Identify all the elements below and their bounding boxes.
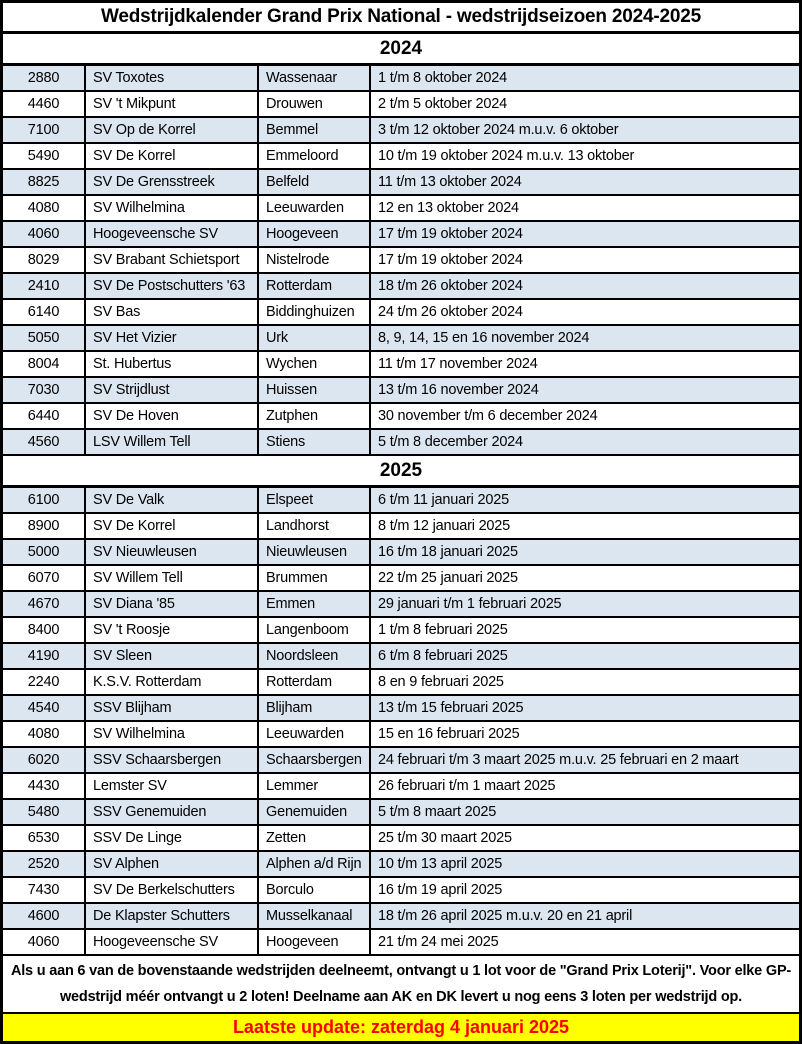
row-code: 5480 (3, 800, 86, 824)
table-row (3, 378, 799, 404)
row-place: Wassenaar (259, 66, 371, 90)
row-place: Alphen a/d Rijn (259, 852, 371, 876)
table-row (3, 566, 799, 592)
row-club: Hoogeveensche SV (86, 222, 259, 246)
row-code: 7100 (3, 118, 86, 142)
table-row (3, 748, 799, 774)
row-club: Lemster SV (86, 774, 259, 798)
row-place: Langenboom (259, 618, 371, 642)
row-dates: 1 t/m 8 oktober 2024 (378, 70, 507, 86)
table-row (3, 352, 799, 378)
row-club: SV Brabant Schietsport (86, 248, 259, 272)
row-club: SV Op de Korrel (86, 118, 259, 142)
row-club: K.S.V. Rotterdam (86, 670, 259, 694)
row-code: 6070 (3, 566, 86, 590)
table-row (3, 696, 799, 722)
row-dates: 1 t/m 8 februari 2025 (378, 622, 508, 638)
table-row (3, 800, 799, 826)
row-place: Schaarsbergen (259, 748, 371, 772)
row-place: Elspeet (259, 488, 371, 512)
row-code: 8825 (3, 170, 86, 194)
row-club: SV Diana '85 (86, 592, 259, 616)
table-row (3, 92, 799, 118)
row-dates: 17 t/m 19 oktober 2024 (378, 226, 523, 242)
row-place: Leeuwarden (259, 722, 371, 746)
row-club: SV Het Vizier (86, 326, 259, 350)
row-club: LSV Willem Tell (86, 430, 259, 454)
footnote-line-2: wedstrijd méér ontvangt u 2 loten! Deelname aan AK en DK levert u nog eens 3 loten per wedstrijd op. (59, 989, 743, 1005)
row-dates: 5 t/m 8 december 2024 (378, 434, 523, 450)
row-code: 6530 (3, 826, 86, 850)
row-place: Rotterdam (259, 670, 371, 694)
row-code: 6020 (3, 748, 86, 772)
table-row (3, 592, 799, 618)
table-row (3, 722, 799, 748)
table-row (3, 404, 799, 430)
row-dates: 18 t/m 26 april 2025 m.u.v. 20 en 21 april (378, 908, 633, 924)
row-club: SV Nieuwleusen (86, 540, 259, 564)
row-club: SSV Blijham (86, 696, 259, 720)
row-club: SV Strijdlust (86, 378, 259, 402)
row-dates: 21 t/m 24 mei 2025 (378, 934, 499, 950)
lottery-footnote (3, 956, 799, 1014)
row-club: SV De Berkelschutters (86, 878, 259, 902)
row-code: 4540 (3, 696, 86, 720)
section-year-header: 2025 (3, 456, 799, 488)
row-dates: 22 t/m 25 januari 2025 (378, 570, 518, 586)
year-section (3, 34, 799, 456)
section-year-header: 2024 (3, 34, 799, 66)
row-club: De Klapster Schutters (86, 904, 259, 928)
table-row (3, 170, 799, 196)
row-place: Belfeld (259, 170, 371, 194)
row-club: SV Wilhelmina (86, 722, 259, 746)
row-club: St. Hubertus (86, 352, 259, 376)
row-code: 4670 (3, 592, 86, 616)
last-update-bar: Laatste update: zaterdag 4 januari 2025 (3, 1014, 799, 1041)
row-dates: 12 en 13 oktober 2024 (378, 200, 519, 216)
table-row (3, 488, 799, 514)
table-row (3, 514, 799, 540)
row-dates: 10 t/m 19 oktober 2024 m.u.v. 13 oktober (378, 148, 635, 164)
row-dates: 10 t/m 13 april 2025 (378, 856, 503, 872)
row-code: 4080 (3, 722, 86, 746)
table-row (3, 540, 799, 566)
row-dates: 15 en 16 februari 2025 (378, 726, 520, 742)
row-code: 8900 (3, 514, 86, 538)
row-code: 4190 (3, 644, 86, 668)
row-place: Blijham (259, 696, 371, 720)
row-place: Zutphen (259, 404, 371, 428)
row-code: 4060 (3, 222, 86, 246)
row-place: Nieuwleusen (259, 540, 371, 564)
table-row (3, 644, 799, 670)
row-club: SV Willem Tell (86, 566, 259, 590)
table-row (3, 878, 799, 904)
footnote-line-1: Als u aan 6 van de bovenstaande wedstrijden deelneemt, ontvangt u 1 lot voor de "Grand Prix Loterij". Voor elke GP- (10, 962, 792, 979)
row-club: Hoogeveensche SV (86, 930, 259, 954)
row-dates: 24 februari t/m 3 maart 2025 m.u.v. 25 februari en 2 maart (378, 752, 739, 768)
row-place: Hoogeveen (259, 222, 371, 246)
table-row (3, 774, 799, 800)
row-dates: 8 t/m 12 januari 2025 (378, 518, 511, 534)
table-row (3, 326, 799, 352)
row-club: SV De Korrel (86, 514, 259, 538)
row-code: 2880 (3, 66, 86, 90)
table-row (3, 274, 799, 300)
row-code: 6100 (3, 488, 86, 512)
calendar-sections (3, 34, 799, 956)
row-code: 2240 (3, 670, 86, 694)
row-place: Musselkanaal (259, 904, 371, 928)
row-dates: 13 t/m 16 november 2024 (378, 382, 539, 398)
row-code: 6440 (3, 404, 86, 428)
row-dates: 24 t/m 26 oktober 2024 (378, 304, 523, 320)
row-code: 7030 (3, 378, 86, 402)
row-code: 8400 (3, 618, 86, 642)
row-place: Wychen (259, 352, 371, 376)
table-row (3, 826, 799, 852)
row-code: 5050 (3, 326, 86, 350)
row-dates: 5 t/m 8 maart 2025 (378, 804, 497, 820)
row-place: Lemmer (259, 774, 371, 798)
row-place: Emmeloord (259, 144, 371, 168)
row-club: SV Wilhelmina (86, 196, 259, 220)
table-row (3, 618, 799, 644)
row-place: Drouwen (259, 92, 371, 116)
row-club: SV Bas (86, 300, 259, 324)
row-code: 4600 (3, 904, 86, 928)
row-code: 4460 (3, 92, 86, 116)
row-place: Rotterdam (259, 274, 371, 298)
row-place: Biddinghuizen (259, 300, 371, 324)
row-code: 2520 (3, 852, 86, 876)
row-code: 8004 (3, 352, 86, 376)
row-code: 7430 (3, 878, 86, 902)
row-dates: 2 t/m 5 oktober 2024 (378, 96, 507, 112)
row-place: Urk (259, 326, 371, 350)
table-row (3, 118, 799, 144)
row-club: SV De Grensstreek (86, 170, 259, 194)
row-dates: 30 november t/m 6 december 2024 (378, 408, 598, 424)
row-club: SV Sleen (86, 644, 259, 668)
table-row (3, 196, 799, 222)
row-dates: 16 t/m 19 april 2025 (378, 882, 503, 898)
row-dates: 26 februari t/m 1 maart 2025 (378, 778, 556, 794)
row-code: 5490 (3, 144, 86, 168)
row-place: Stiens (259, 430, 371, 454)
table-row (3, 66, 799, 92)
table-row (3, 852, 799, 878)
row-code: 4080 (3, 196, 86, 220)
table-row (3, 300, 799, 326)
row-dates: 29 januari t/m 1 februari 2025 (378, 596, 562, 612)
row-place: Zetten (259, 826, 371, 850)
row-place: Landhorst (259, 514, 371, 538)
row-place: Borculo (259, 878, 371, 902)
table-row (3, 904, 799, 930)
row-dates: 17 t/m 19 oktober 2024 (378, 252, 523, 268)
row-place: Hoogeveen (259, 930, 371, 954)
row-place: Huissen (259, 378, 371, 402)
row-club: SV De Korrel (86, 144, 259, 168)
year-section (3, 456, 799, 956)
row-club: SSV De Linge (86, 826, 259, 850)
row-dates: 13 t/m 15 februari 2025 (378, 700, 524, 716)
row-club: SSV Schaarsbergen (86, 748, 259, 772)
row-club: SV De Postschutters '63 (86, 274, 259, 298)
row-code: 2410 (3, 274, 86, 298)
section-rows (3, 488, 799, 956)
row-club: SV Toxotes (86, 66, 259, 90)
row-dates: 3 t/m 12 oktober 2024 m.u.v. 6 oktober (378, 122, 619, 138)
row-dates: 25 t/m 30 maart 2025 (378, 830, 512, 846)
row-dates: 8 en 9 februari 2025 (378, 674, 504, 690)
page-title: Wedstrijdkalender Grand Prix National - wedstrijdseizoen 2024-2025 (3, 3, 799, 34)
row-dates: 6 t/m 8 februari 2025 (378, 648, 508, 664)
row-code: 6140 (3, 300, 86, 324)
table-row (3, 222, 799, 248)
row-dates: 11 t/m 17 november 2024 (378, 356, 538, 372)
row-club: SSV Genemuiden (86, 800, 259, 824)
row-dates: 16 t/m 18 januari 2025 (378, 544, 518, 560)
table-row (3, 248, 799, 274)
table-row (3, 430, 799, 456)
row-club: SV De Valk (86, 488, 259, 512)
row-dates: 6 t/m 11 januari 2025 (378, 492, 509, 508)
row-club: SV 't Mikpunt (86, 92, 259, 116)
row-code: 8029 (3, 248, 86, 272)
row-place: Bemmel (259, 118, 371, 142)
row-club: SV 't Roosje (86, 618, 259, 642)
row-place: Genemuiden (259, 800, 371, 824)
row-dates: 11 t/m 13 oktober 2024 (378, 174, 522, 190)
row-place: Emmen (259, 592, 371, 616)
table-row (3, 930, 799, 956)
row-place: Nistelrode (259, 248, 371, 272)
row-code: 4430 (3, 774, 86, 798)
row-club: SV Alphen (86, 852, 259, 876)
row-place: Brummen (259, 566, 371, 590)
row-dates: 8, 9, 14, 15 en 16 november 2024 (378, 330, 590, 346)
table-row (3, 144, 799, 170)
row-dates: 18 t/m 26 oktober 2024 (378, 278, 523, 294)
row-code: 4560 (3, 430, 86, 454)
row-club: SV De Hoven (86, 404, 259, 428)
row-place: Leeuwarden (259, 196, 371, 220)
table-row (3, 670, 799, 696)
row-place: Noordsleen (259, 644, 371, 668)
row-code: 4060 (3, 930, 86, 954)
section-rows (3, 66, 799, 456)
row-code: 5000 (3, 540, 86, 564)
